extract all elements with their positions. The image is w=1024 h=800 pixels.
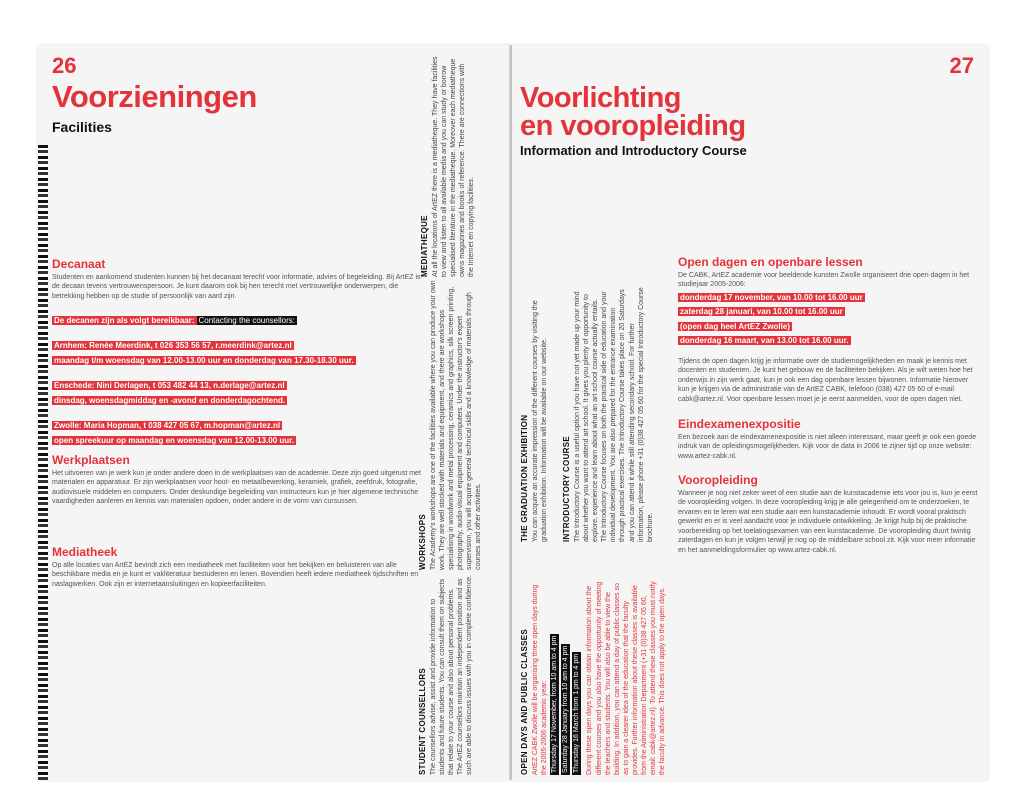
rotated-column-graduation — [520, 287, 549, 542]
contact-zwolle-line1: Zwolle: Maria Hopman, t 038 427 05 67, m.hopman@artez.nl — [54, 420, 281, 430]
mediatheek-text: Op alle locaties van ArtEZ bevindt zich een mediatheek met faciliteiten voor het bekijken en beluisteren van alle beschikbare media en je kunt er vakliteratuur bestuderen en lenen. Bovendien heeft iedere mediatheek tijdschriften en naslagwerken. Ook zijn er internetaansluitingen en kopieerfaciliteiten. — [52, 562, 419, 588]
rotated-column-mediatheque — [420, 52, 476, 277]
page-subtitle-right: Information and Introductory Course — [520, 143, 747, 158]
rotated-heading-counsellors: STUDENT COUNSELLORS — [418, 667, 427, 775]
section-open-dagen — [678, 255, 978, 404]
section-heading-open-dagen: Open dagen en openbare lessen — [678, 255, 863, 269]
contact-label-en: Contacting the counsellors: — [198, 316, 295, 326]
open-day-2-note: (open dag heel ArtEZ Zwolle) — [680, 321, 790, 331]
contact-arnhem-line1: Arnhem: Renée Meerdink, t 026 353 56 57, r.meerdink@artez.nl — [54, 340, 292, 350]
rotated-text-graduation: You can acquire an accurate impression of the different courses by visiting the graduation exhibition. Information will be available on our website. — [532, 300, 549, 542]
rotated-heading-introductory: INTRODUCTORY COURSE — [562, 435, 571, 542]
section-heading-eindexamen: Eindexamenexpositie — [678, 417, 801, 431]
eindexamen-text: Een bezoek aan de eindexamenexpositie is niet alleen interessant, maar geeft je ook een goede indruk van de opleidingsmogelijkheden. Kijk voor de data in 2006 te zijner tijd op onze website: www.artez-cabk.nl. — [678, 434, 977, 460]
section-decanaat — [52, 257, 424, 448]
section-werkplaatsen — [52, 453, 424, 507]
rotated-text-workshops: The Academy's workshops are one of the facilities available where you can produce your own work. They are well stocked with materials and equipment, and there are workshops specialising in woodwork and metal processing, ceramics and graphics, silk screen printing, photography, audio-visual equipment and computers. Under the instructor's expert supervision, you will acquire general technical skills and a knowledge of materials through courses and other activities. — [430, 280, 483, 570]
page-title-right-line2: en vooropleiding — [520, 109, 746, 142]
magazine-spread — [38, 45, 988, 780]
open-day-3: donderdag 16 maart, van 13.00 tot 16.00 uur. — [680, 336, 849, 346]
rotated-heading-open-days: OPEN DAYS AND PUBLIC CLASSES — [520, 628, 529, 775]
page-subtitle-left: Facilities — [52, 119, 112, 135]
rotated-heading-workshops: WORKSHOPS — [418, 513, 427, 570]
section-heading-vooropleiding: Vooropleiding — [678, 473, 758, 487]
rotated-heading-mediatheque: MEDIATHEQUE — [420, 215, 429, 277]
rotated-column-counsellors — [418, 575, 474, 775]
page-title-left: Voorzieningen — [52, 79, 257, 114]
rotated-text-counsellors: The counsellors advise, assist and provide information to students and future students. You can consult them on subjects that relate to your course and also about personal problems. The ArtEZ counsellors maintain an independent position and as such are able to discuss issues with you in complete confidence. — [430, 575, 474, 775]
open-dagen-text: Tijdens de open dagen krijg je informatie over de studiemogelijkheden en maak je kennis met docenten en studenten. Je kunt het gebouw en de faciliteiten bekijken. Als je wilt weten hoe het onderwijs in zijn werk gaat, kun je ook een dag openbare lessen bijwonen. Informatie hierover kun je krijgen via de administratie van de ArtEZ CABK, telefoon (038) 427 05 60 of e-mail cabk@artez.nl. Voor openbare lessen moet je je eerst aanmelden, voor de open dagen niet. — [678, 357, 973, 403]
rotated-heading-graduation: THE GRADUATION EXHIBITION — [520, 414, 529, 542]
rotated-open-day-2: Saturday 28 January from 10 am to 4 pm — [562, 645, 570, 773]
section-heading-decanaat: Decanaat — [52, 257, 106, 271]
contact-label: De decanen zijn als volgt bereikbaar: — [54, 316, 195, 326]
open-day-1: donderdag 17 november, van 10.00 tot 16.00 uur — [680, 292, 863, 302]
section-heading-werkplaatsen: Werkplaatsen — [52, 453, 130, 467]
open-day-2: zaterdag 28 januari, van 10.00 tot 16.00 uur — [680, 307, 843, 317]
werkplaatsen-text: Het uitvoeren van je werk kun je onder andere doen in de werkplaatsen van de academie. Deze zijn goed uitgerust met materialen en apparatuur. Er zijn werkplaatsen voor hout- en metaalbewerking, keramiek, grafiek, zeefdruk, fotografie, audiovisuele middelen en computers. Onder deskundige begeleiding van instructeurs kun je hier algemene technische vaardigheden aanleren en kennis van materialen opdoen, onder andere in de vorm van cursussen. — [52, 470, 421, 506]
rotated-text-introductory: The Introductory Course is a useful option if you have not yet made up your mind about whether you want to attend art school. It gives you plenty of opportunity to explore, experience and learn about what an art school course actually entails. The Introductory Course focuses on both the practical side of education and your individual development. You are also prepared for the entrance examination through practical exercises. The Introductory Course takes place on 20 Saturdays and you can attend it while still attending secondary school. For further information, please phone +31 (0)38 427 05 60 for the special Introductory Course brochure. — [574, 287, 654, 542]
contact-arnhem-line2: maandag t/m woensdag van 12.00-13.00 uur en donderdag van 17.30-18.30 uur. — [54, 355, 354, 365]
contact-enschede-line2: dinsdag, woensdagmiddag en -avond en donderdagochtend. — [54, 395, 286, 405]
decanaat-text: Studenten en aankomend studenten kunnen bij het decanaat terecht voor informatie, advies of begeleiding. Bij ArtEZ is de decaan tevens vertrouwenspersoon. Je kunt daarom ook bij hen terecht met vertrouwelijke onderwerpen, die betrekking hebben op de studie of persoonlijk van aard zijn. — [52, 274, 421, 300]
contact-zwolle-line2: open spreekuur op maandag en woensdag van 12.00-13.00 uur. — [54, 435, 295, 445]
rotated-column-open-days — [520, 575, 667, 775]
left-page — [38, 45, 510, 780]
contact-enschede-line1: Enschede: Nini Derlagen, t 053 482 44 13, n.derlage@artez.nl — [54, 380, 285, 390]
section-mediatheek — [52, 545, 424, 589]
rotated-text-mediatheque: At all the locations of ArtEZ there is a mediatheque. They have facilities to view and listen to all available media and you can study or borrow specialised literature in the mediatheque. Moreover each mediatheque owns magazines and books of reference. There are connections with the Internet en copying facilities. — [432, 56, 476, 277]
rotated-column-introductory — [562, 287, 655, 542]
section-heading-mediatheek: Mediatheek — [52, 545, 118, 559]
rotated-open-day-1: Thursday 17 November, from 10 am to 4 pm — [551, 635, 559, 773]
rotated-open-days-intro: ArtEZ CABK Zwolle will be organising three open days during the 2005-2006 academic year: — [532, 584, 549, 775]
rotated-open-day-3: Thursday 16 March from 1 pm to 4 pm — [573, 653, 581, 773]
section-vooropleiding — [678, 473, 978, 555]
right-page — [512, 45, 988, 780]
page-number-left: 26 — [52, 53, 77, 78]
open-dagen-intro: De CABK, ArtEZ academie voor beeldende kunsten Zwolle organiseert drie open dagen in het studiejaar 2005-2006: — [678, 272, 970, 289]
page-title-right-line1: Voorlichting — [520, 82, 682, 114]
section-eindexamen — [678, 417, 978, 461]
vooropleiding-text: Wanneer je nog niet zeker weet of een studie aan de kunstacademie iets voor jou is, kun je eerst de vooropleiding volgen. In deze vooropleiding krijg je alle gelegenheid om te onderzoeken, te ervaren en te leren wat een studie aan een kunstacademie inhoudt. Er wordt vooral praktisch gewerkt en er is veel aandacht voor je individuele ontwikkeling. Je krijgt hulp bij de praktische voorbereiding op het toelatingsexamen van een kunstacademie. De vooropleiding duurt twintig zaterdagen en kun je volgen terwijl je nog op de middelbare school zit. Kijk voor meer informatie en het aanmeldingsformulier op www.artez-cabk.nl. — [678, 490, 978, 554]
decorative-texture-strip — [38, 145, 48, 780]
page-title-right — [520, 82, 746, 142]
rotated-open-days-text: During these open days you can obtain information about the different courses and you also have the opportunity of meeting the teachers and students. You will also be able to view the building. In addition, you can attend a day of public classes so as to gain a clearer idea of the education that the faculty provides. Further information about these classes is available from the Administration Department (+31 (0)38 427 05 60, email: cabk@artez.nl). To attend these classes you must notify the faculty in advance. This does not apply to the open days. — [586, 581, 667, 775]
page-number-right: 27 — [949, 53, 974, 78]
rotated-column-workshops — [418, 280, 484, 570]
